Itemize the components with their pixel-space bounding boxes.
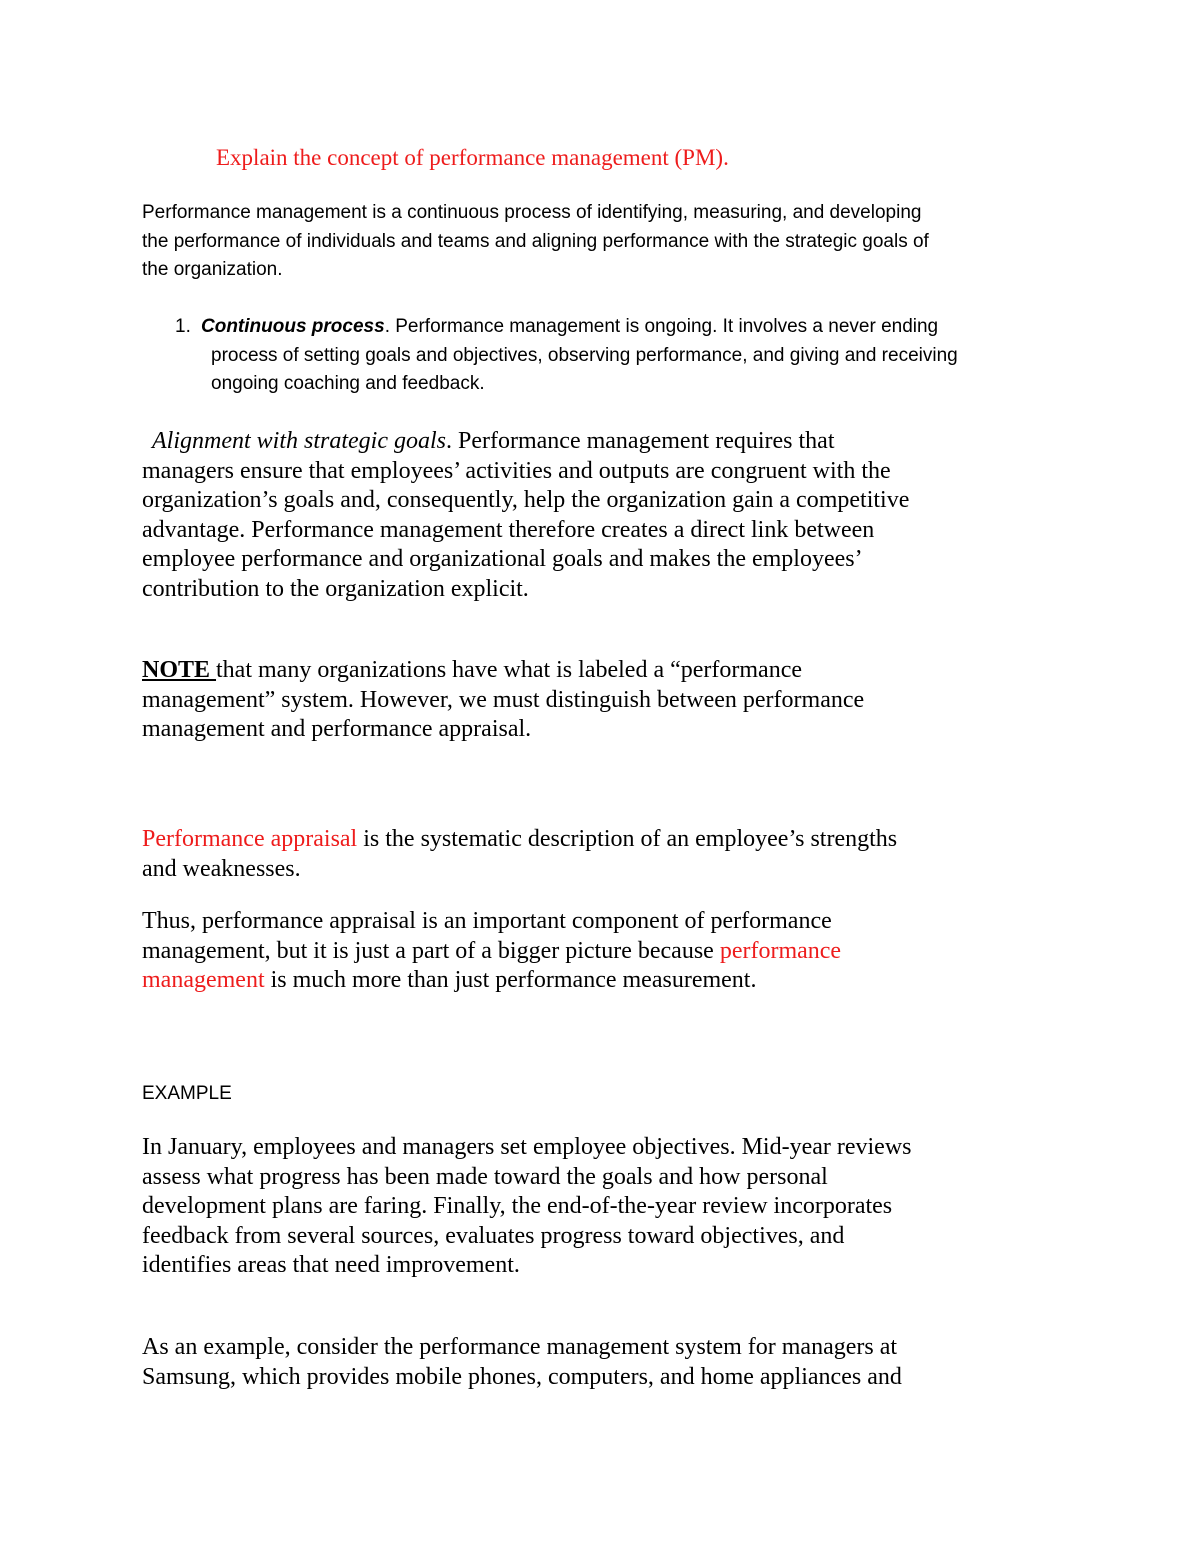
note-label: NOTE [142,657,217,683]
thus-highlight: performance [719,937,842,964]
alignment-line: advantage. Performance management therefore creates a direct link between [142,516,875,543]
page-title: Explain the concept of performance management (PM). [216,145,729,170]
example-line: In January, employees and managers set employee objectives. Mid-year reviews [142,1134,912,1160]
samsung-line: Samsung, which provides mobile phones, computers, and home appliances and [142,1363,902,1390]
list-number: 1. [175,316,191,337]
alignment-line: organization’s goals and, consequently, help the organization gain a competitive [142,487,910,513]
thus-highlight: management [142,967,265,993]
list-term: Continuous process [201,316,385,337]
samsung-line: As an example, consider the performance management system for managers at [142,1334,898,1360]
list-line: process of setting goals and objectives, observing performance, and giving and receiving [211,344,958,366]
appraisal-line: and weaknesses. [142,855,301,882]
thus-line [142,937,841,967]
alignment-text: . Performance management requires that [446,428,835,454]
intro-line: the organization. [142,259,283,280]
list-line: ongoing coaching and feedback. [211,373,485,394]
note-line: management” system. However, we must distinguish between performance [142,686,865,713]
example-line: feedback from several sources, evaluates progress toward objectives, and [142,1222,845,1249]
alignment-term: Alignment with strategic goals [152,428,446,454]
appraisal-term: Performance appraisal [142,826,358,852]
note-line [142,656,864,686]
example-heading: EXAMPLE [142,1083,232,1104]
thus-text: is much more than just performance measurement. [264,967,757,993]
list-item-continuous-process [201,313,958,399]
intro-line: the performance of individuals and teams and aligning performance with the strategic goals of [142,230,929,252]
example-line: identifies areas that need improvement. [142,1252,520,1278]
samsung-paragraph [142,1333,902,1392]
example-line: development plans are faring. Finally, the end-of-the-year review incorporates [142,1193,893,1219]
thus-line: Thus, performance appraisal is an important component of performance [142,908,832,934]
thus-text: management, but it is just a part of a bigger picture because [142,937,720,964]
alignment-line: contribution to the organization explicit. [142,575,529,602]
intro-paragraph [142,199,929,285]
intro-line: Performance management is a continuous process of identifying, measuring, and developing [142,202,922,223]
alignment-line: employee performance and organizational goals and makes the employees’ [142,546,863,572]
alignment-paragraph [142,427,909,604]
note-line: management and performance appraisal. [142,716,532,742]
example-paragraph [142,1133,912,1281]
alignment-line: managers ensure that employees’ activities and outputs are congruent with the [142,457,891,484]
thus-line [142,966,841,996]
example-line: assess what progress has been made toward the goals and how personal [142,1163,828,1190]
alignment-line [142,427,909,457]
thus-paragraph [142,907,841,996]
list-text: . Performance management is ongoing. It involves a never ending [384,316,939,337]
appraisal-line [142,825,897,855]
list-line [201,313,958,342]
appraisal-text: is the systematic description of an employee’s strengths [357,826,898,852]
note-paragraph [142,656,864,745]
note-text: that many organizations have what is labeled a “performance [216,657,802,683]
appraisal-paragraph [142,825,897,884]
